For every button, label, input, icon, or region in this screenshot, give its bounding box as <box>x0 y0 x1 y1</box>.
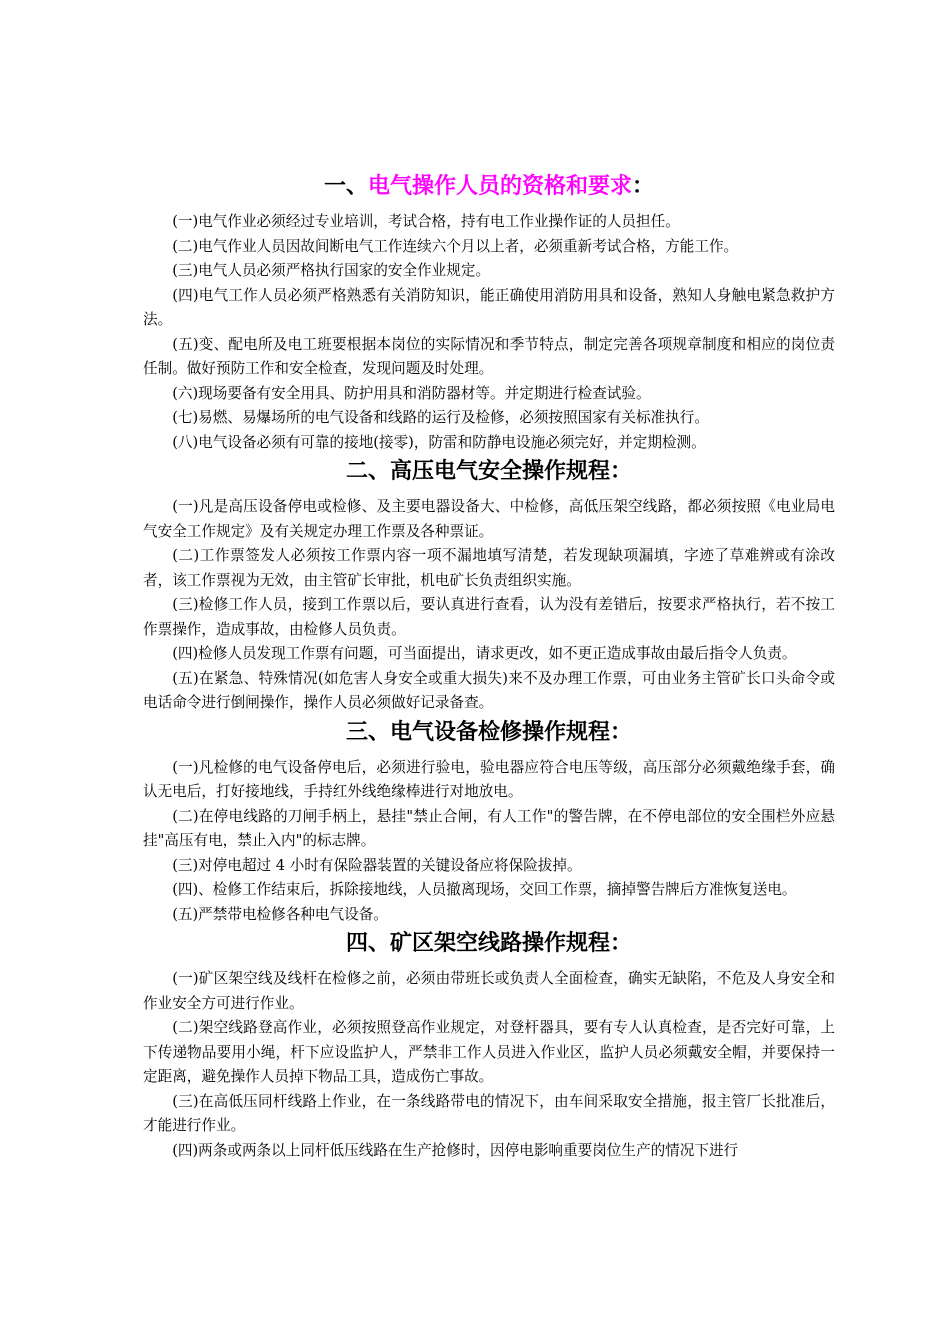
section-2-paragraph: (一)凡是高压设备停电或检修、及主要电器设备大、中检修，高低压架空线路，都必须按照《电业局电气安全工作规定》及有关规定办理工作票及各种票证。 <box>143 498 835 540</box>
section-1-paragraph: (二)电气作业人员因故间断电气工作连续六个月以上者，必须重新考试合格，方能工作。 <box>172 237 739 255</box>
section-3-heading: 三、电气设备检修操作规程： <box>345 719 632 745</box>
section-2-heading: 二、高压电气安全操作规程： <box>345 459 632 484</box>
document-body <box>143 170 835 1163</box>
section-2-paragraph: (四)检修人员发现工作票有问题，可当面提出，请求更改，如不更正造成事故由最后指令人负责。 <box>172 645 797 662</box>
section-1-heading-highlight: 电气操作人员的资格和要求 <box>367 174 632 199</box>
section-3-paragraph: (三)对停电超过 4 小时有保险器装置的关键设备应将保险拔掉。 <box>172 856 582 874</box>
section-1-paragraph: (四)电气工作人员必须严格熟悉有关消防知识，能正确使用消防用具和设备，熟知人身触电紧急救护方法。 <box>143 286 835 328</box>
section-1-heading-prefix: 一、 <box>323 174 368 199</box>
section-3-paragraph: (四)、检修工作结束后，拆除接地线，人员撤离现场，交回工作票，摘掉警告牌后方准恢复送电。 <box>172 881 797 898</box>
section-4-paragraph: (二)架空线路登高作业，必须按照登高作业规定，对登杆器具，要有专人认真检查，是否完好可靠，上下传递物品要用小绳，杆下应设监护人，严禁非工作人员进入作业区，监护人员必须戴安全帽，并要保持一定距离，避免操作人员掉下物品工具，造成伤亡事故。 <box>143 1019 835 1085</box>
section-1-heading <box>143 170 835 204</box>
section-1-paragraph: (一)电气作业必须经过专业培训，考试合格，持有电工作业操作证的人员担任。 <box>172 213 680 230</box>
section-1-paragraph: (六)现场要备有安全用具、防护用具和消防器材等。并定期进行检查试验。 <box>172 384 651 402</box>
section-1-heading-suffix: ： <box>632 174 655 199</box>
section-2-paragraph: (五)在紧急、特殊情况(如危害人身安全或重大损失)来不及办理工作票，可由业务主管矿长口头命令或电话命令进行倒闸操作，操作人员必须做好记录备查。 <box>143 669 835 711</box>
section-1-paragraph: (七)易燃、易爆场所的电气设备和线路的运行及检修，必须按照国家有关标准执行。 <box>172 409 709 426</box>
section-4-paragraph: (四)两条或两条以上同杆低压线路在生产抢修时，因停电影响重要岗位生产的情况下进行 <box>172 1141 739 1159</box>
section-2-paragraph: (三)检修工作人员，接到工作票以后，要认真进行查看，认为没有差错后，按要求严格执行，若不按工作票操作，造成事故，由检修人员负责。 <box>143 596 835 638</box>
section-1-paragraph: (八)电气设备必须有可靠的接地(接零)，防雷和防静电设施必须完好，并定期检测。 <box>172 433 706 451</box>
section-3-paragraph: (五)严禁带电检修各种电气设备。 <box>172 905 388 923</box>
section-3-paragraph: (一)凡检修的电气设备停电后，必须进行验电，验电器应符合电压等级，高压部分必须戴绝缘手套，确认无电后，打好接地线，手持红外线绝缘棒进行对地放电。 <box>143 758 835 800</box>
section-4-paragraph: (一)矿区架空线及线杆在检修之前，必须由带班长或负责人全面检查，确实无缺陷，不危及人身安全和作业安全方可进行作业。 <box>143 970 835 1012</box>
section-4-heading: 四、矿区架空线路操作规程： <box>345 931 632 956</box>
section-1-paragraph: (三)电气人员必须严格执行国家的安全作业规定。 <box>172 262 491 279</box>
section-4-paragraph: (三)在高低压同杆线路上作业，在一条线路带电的情况下，由车间采取安全措施，报主管厂长批准后，才能进行作业。 <box>143 1092 835 1134</box>
section-1-paragraph: (五)变、配电所及电工班要根据本岗位的实际情况和季节特点，制定完善各项规章制度和相应的岗位责任制。做好预防工作和安全检查，发现问题及时处理。 <box>143 335 835 377</box>
section-2-paragraph: (二)工作票签发人必须按工作票内容一项不漏地填写清楚，若发现缺项漏填，字迹了草难辨或有涂改者，该工作票视为无效，由主管矿长审批，机电矿长负责组织实施。 <box>143 547 835 589</box>
section-3-paragraph: (二)在停电线路的刀闸手柄上，悬挂"禁止合闸，有人工作"的警告牌，在不停电部位的安全围栏外应悬挂"高压有电，禁止入内"的标志牌。 <box>143 807 835 849</box>
